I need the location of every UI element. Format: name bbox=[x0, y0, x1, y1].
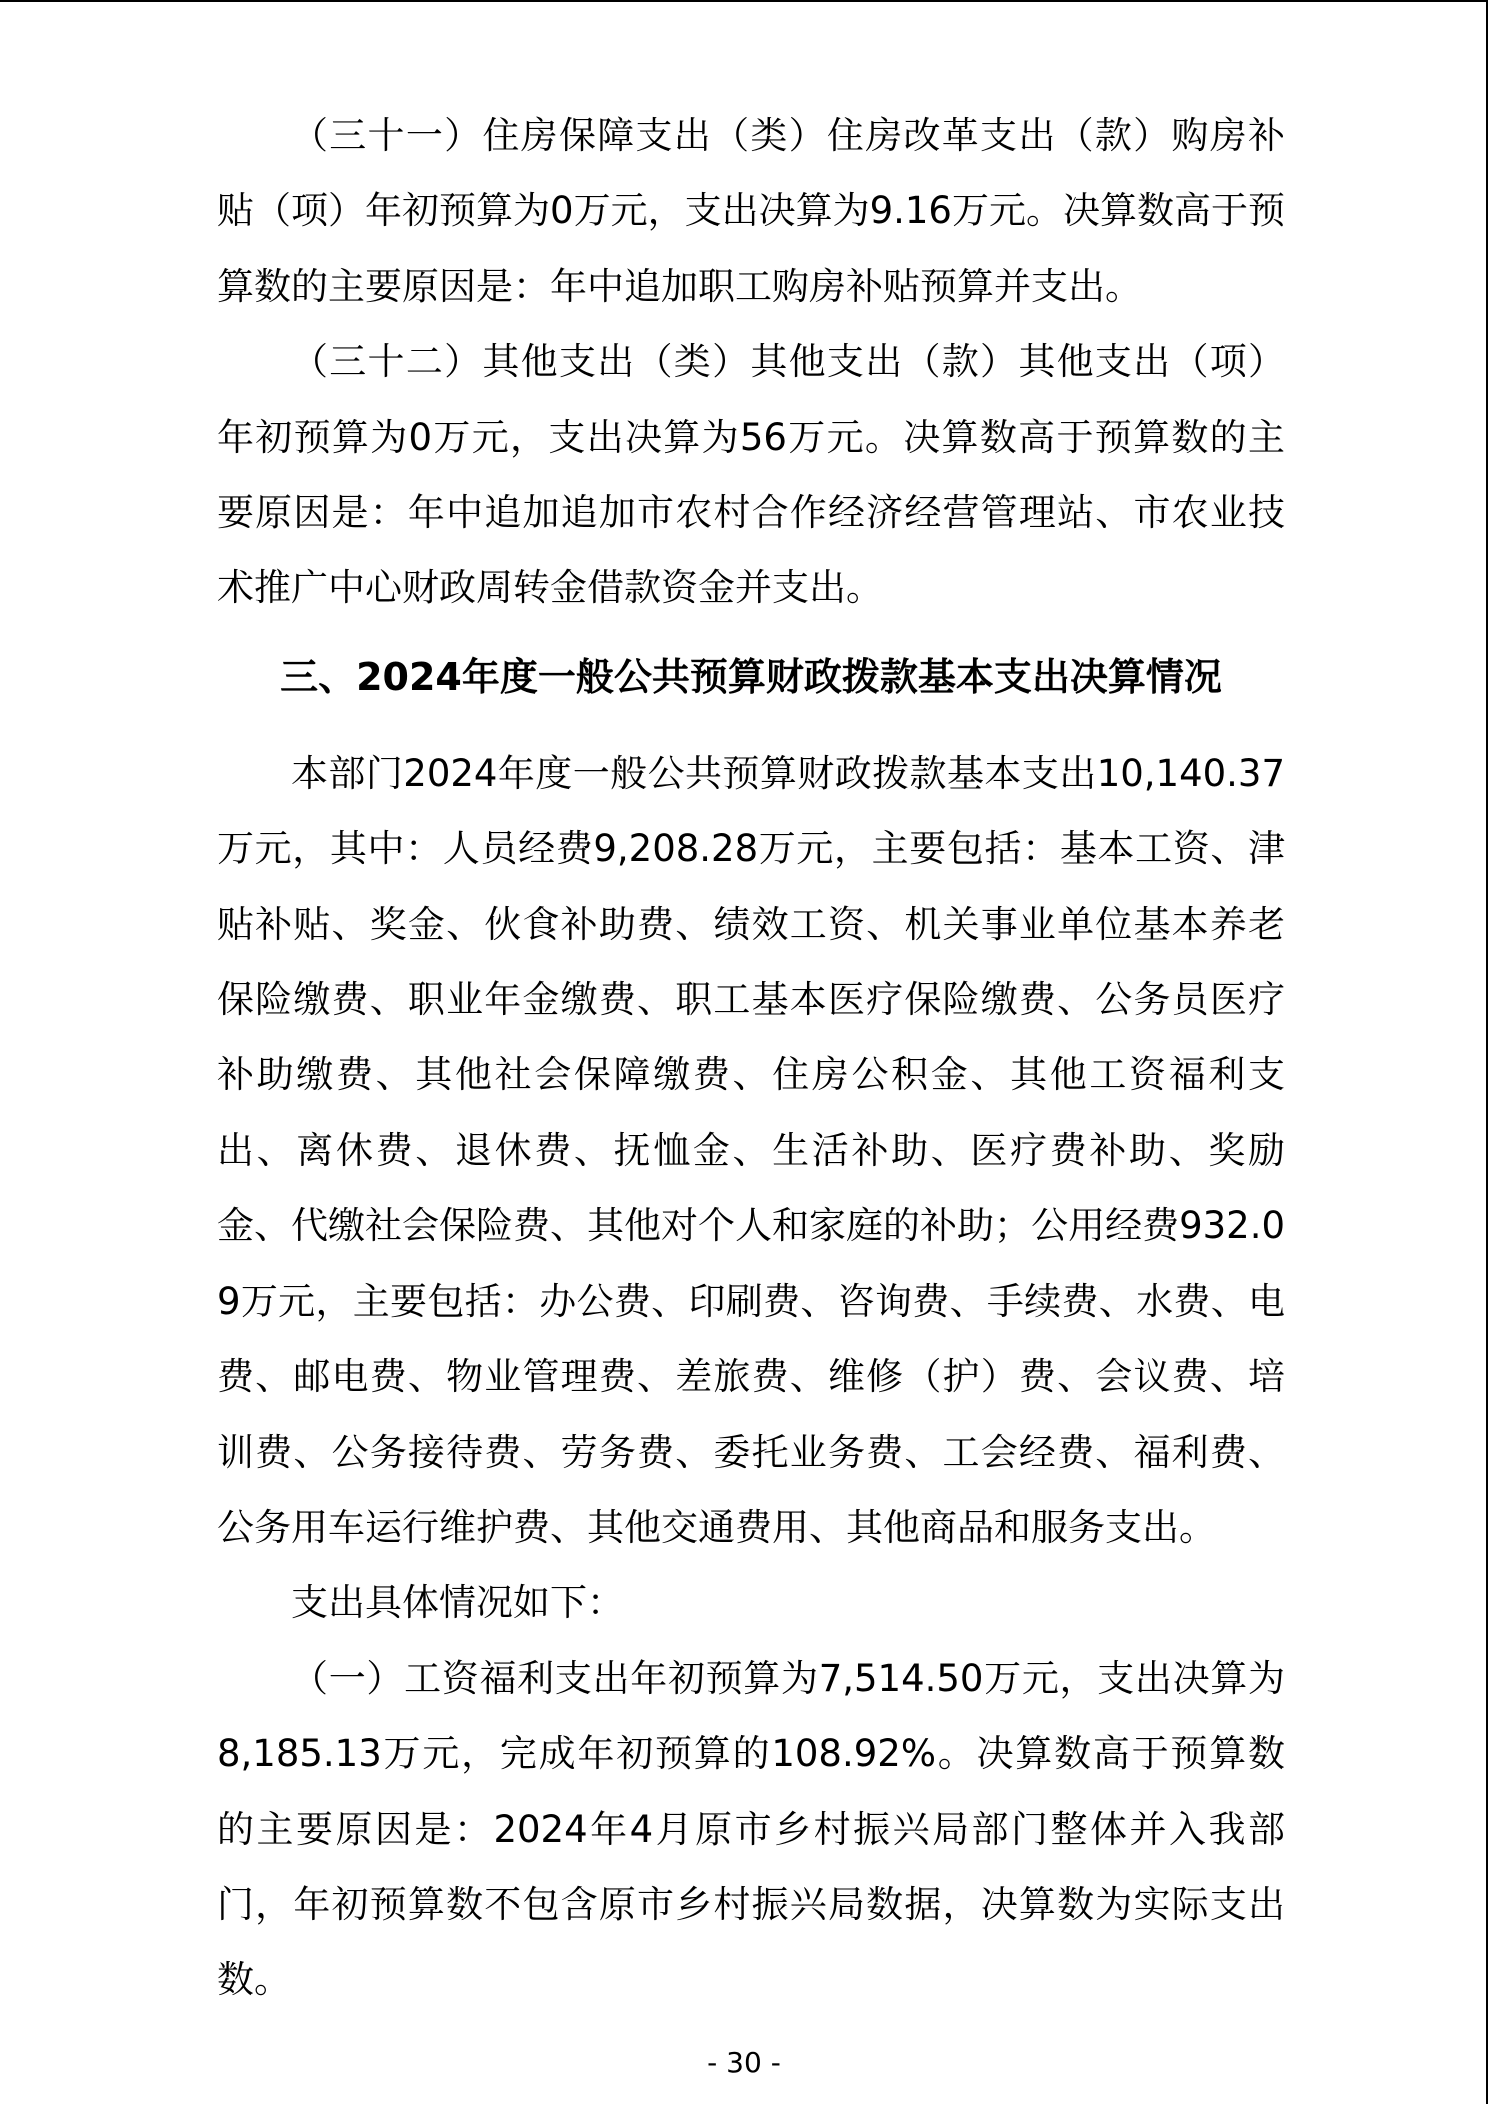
paragraph-basic-expenditure-summary: 本部门2024年度一般公共预算财政拨款基本支出10,140.37万元，其中：人员经费9,208.28万元，主要包括：基本工资、津贴补贴、奖金、伙食补助费、绩效工资、机关事业单位基本养老保险缴费、职业年金缴费、职工基本医疗保险缴费、公务员医疗补助缴费、其他社会保障缴费、住房公积金、其他工资福利支出、离休费、退休费、抚恤金、生活补助、医疗费补助、奖励金、代缴社会保险费、其他对个人和家庭的补助；公用经费932.09万元，主要包括：办公费、印刷费、咨询费、手续费、水费、电费、邮电费、物业管理费、差旅费、维修（护）费、会议费、培训费、公务接待费、劳务费、委托业务费、工会经费、福利费、公务用车运行维护费、其他交通费用、其他商品和服务支出。 bbox=[217, 751, 1285, 1549]
section-heading: 三、2024年度一般公共预算财政拨款基本支出决算情况 bbox=[280, 654, 1222, 699]
paragraph-housing-subsidy: （三十一）住房保障支出（类）住房改革支出（款）购房补贴（项）年初预算为0万元，支出决算为9.16万元。决算数高于预算数的主要原因是：年中追加职工购房补贴预算并支出。 bbox=[217, 114, 1285, 308]
paragraph-details-intro: 支出具体情况如下： bbox=[291, 1581, 624, 1625]
page-border-top bbox=[0, 0, 1488, 2]
page-number: - 30 - bbox=[707, 2046, 781, 2079]
paragraph-salary-welfare: （一）工资福利支出年初预算为7,514.50万元，支出决算为8,185.13万元，完成年初预算的108.92%。决算数高于预算数的主要原因是：2024年4月原市乡村振兴局部门整体并入我部门，年初预算数不包含原市乡村振兴局数据，决算数为实际支出数。 bbox=[217, 1656, 1285, 2002]
document-body bbox=[217, 98, 1285, 2018]
paragraph-other-expenditure: （三十二）其他支出（类）其他支出（款）其他支出（项）年初预算为0万元，支出决算为56万元。决算数高于预算数的主要原因是：年中追加追加市农村合作经济经营管理站、市农业技术推广中心财政周转金借款资金并支出。 bbox=[217, 340, 1285, 610]
